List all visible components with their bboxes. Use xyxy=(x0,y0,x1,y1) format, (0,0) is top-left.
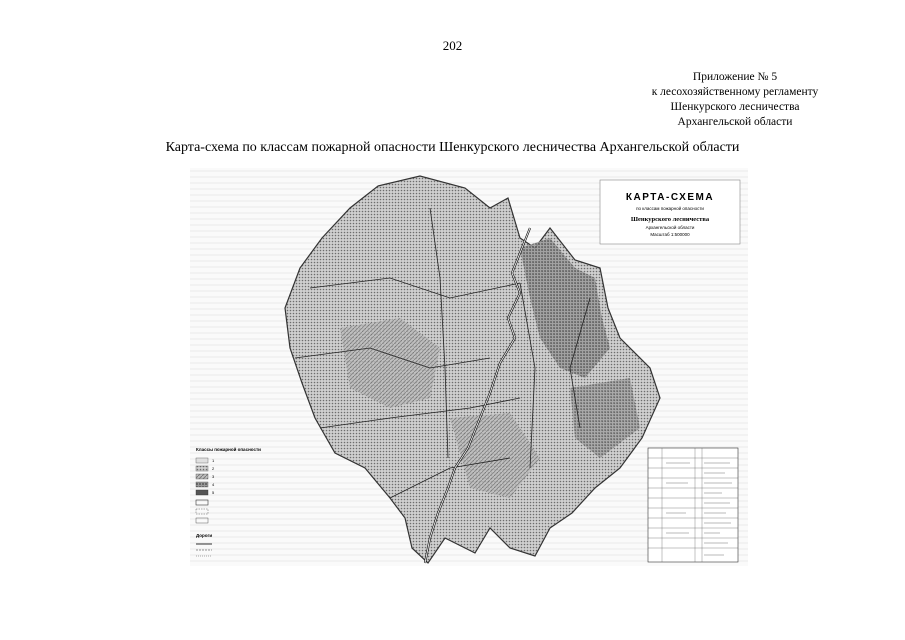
map-title-scale: Масштаб 1:500000 xyxy=(650,232,690,237)
legend-class-label: 2 xyxy=(212,466,215,471)
legend-swatch xyxy=(196,474,208,479)
map-title-heading: КАРТА-СХЕМА xyxy=(625,192,715,203)
legend-roads-heading: Дороги xyxy=(196,533,213,538)
legend-swatch xyxy=(196,458,208,463)
legend-heading: Классы пожарной опасности xyxy=(196,447,261,452)
legend-class-label: 5 xyxy=(212,490,215,495)
document-title: Карта-схема по классам пожарной опасности Шенкурского лесничества Архангельской области xyxy=(165,140,740,155)
appendix-line: Шенкурского лесничества xyxy=(670,101,800,113)
legend-swatch xyxy=(196,490,208,495)
appendix-block xyxy=(635,70,835,130)
map-title-region: Архангельской области xyxy=(645,225,695,230)
legend-class-label: 1 xyxy=(212,458,215,463)
map-image xyxy=(190,168,748,566)
map-title-forestry: Шенкурского лесничества xyxy=(630,216,710,223)
fire-danger-map xyxy=(190,168,748,566)
legend-class-label: 4 xyxy=(212,482,215,487)
legend-class-label: 3 xyxy=(212,474,215,479)
page-number: 202 xyxy=(442,38,463,53)
map-explication-table xyxy=(648,448,738,562)
appendix-line: к лесохозяйственному регламенту xyxy=(651,86,819,98)
map-title-subtitle: по классам пожарной опасности xyxy=(636,206,704,211)
appendix-line: Приложение № 5 xyxy=(692,71,778,83)
legend-swatch xyxy=(196,482,208,487)
appendix-line: Архангельской области xyxy=(677,116,793,128)
legend-swatch xyxy=(196,466,208,471)
